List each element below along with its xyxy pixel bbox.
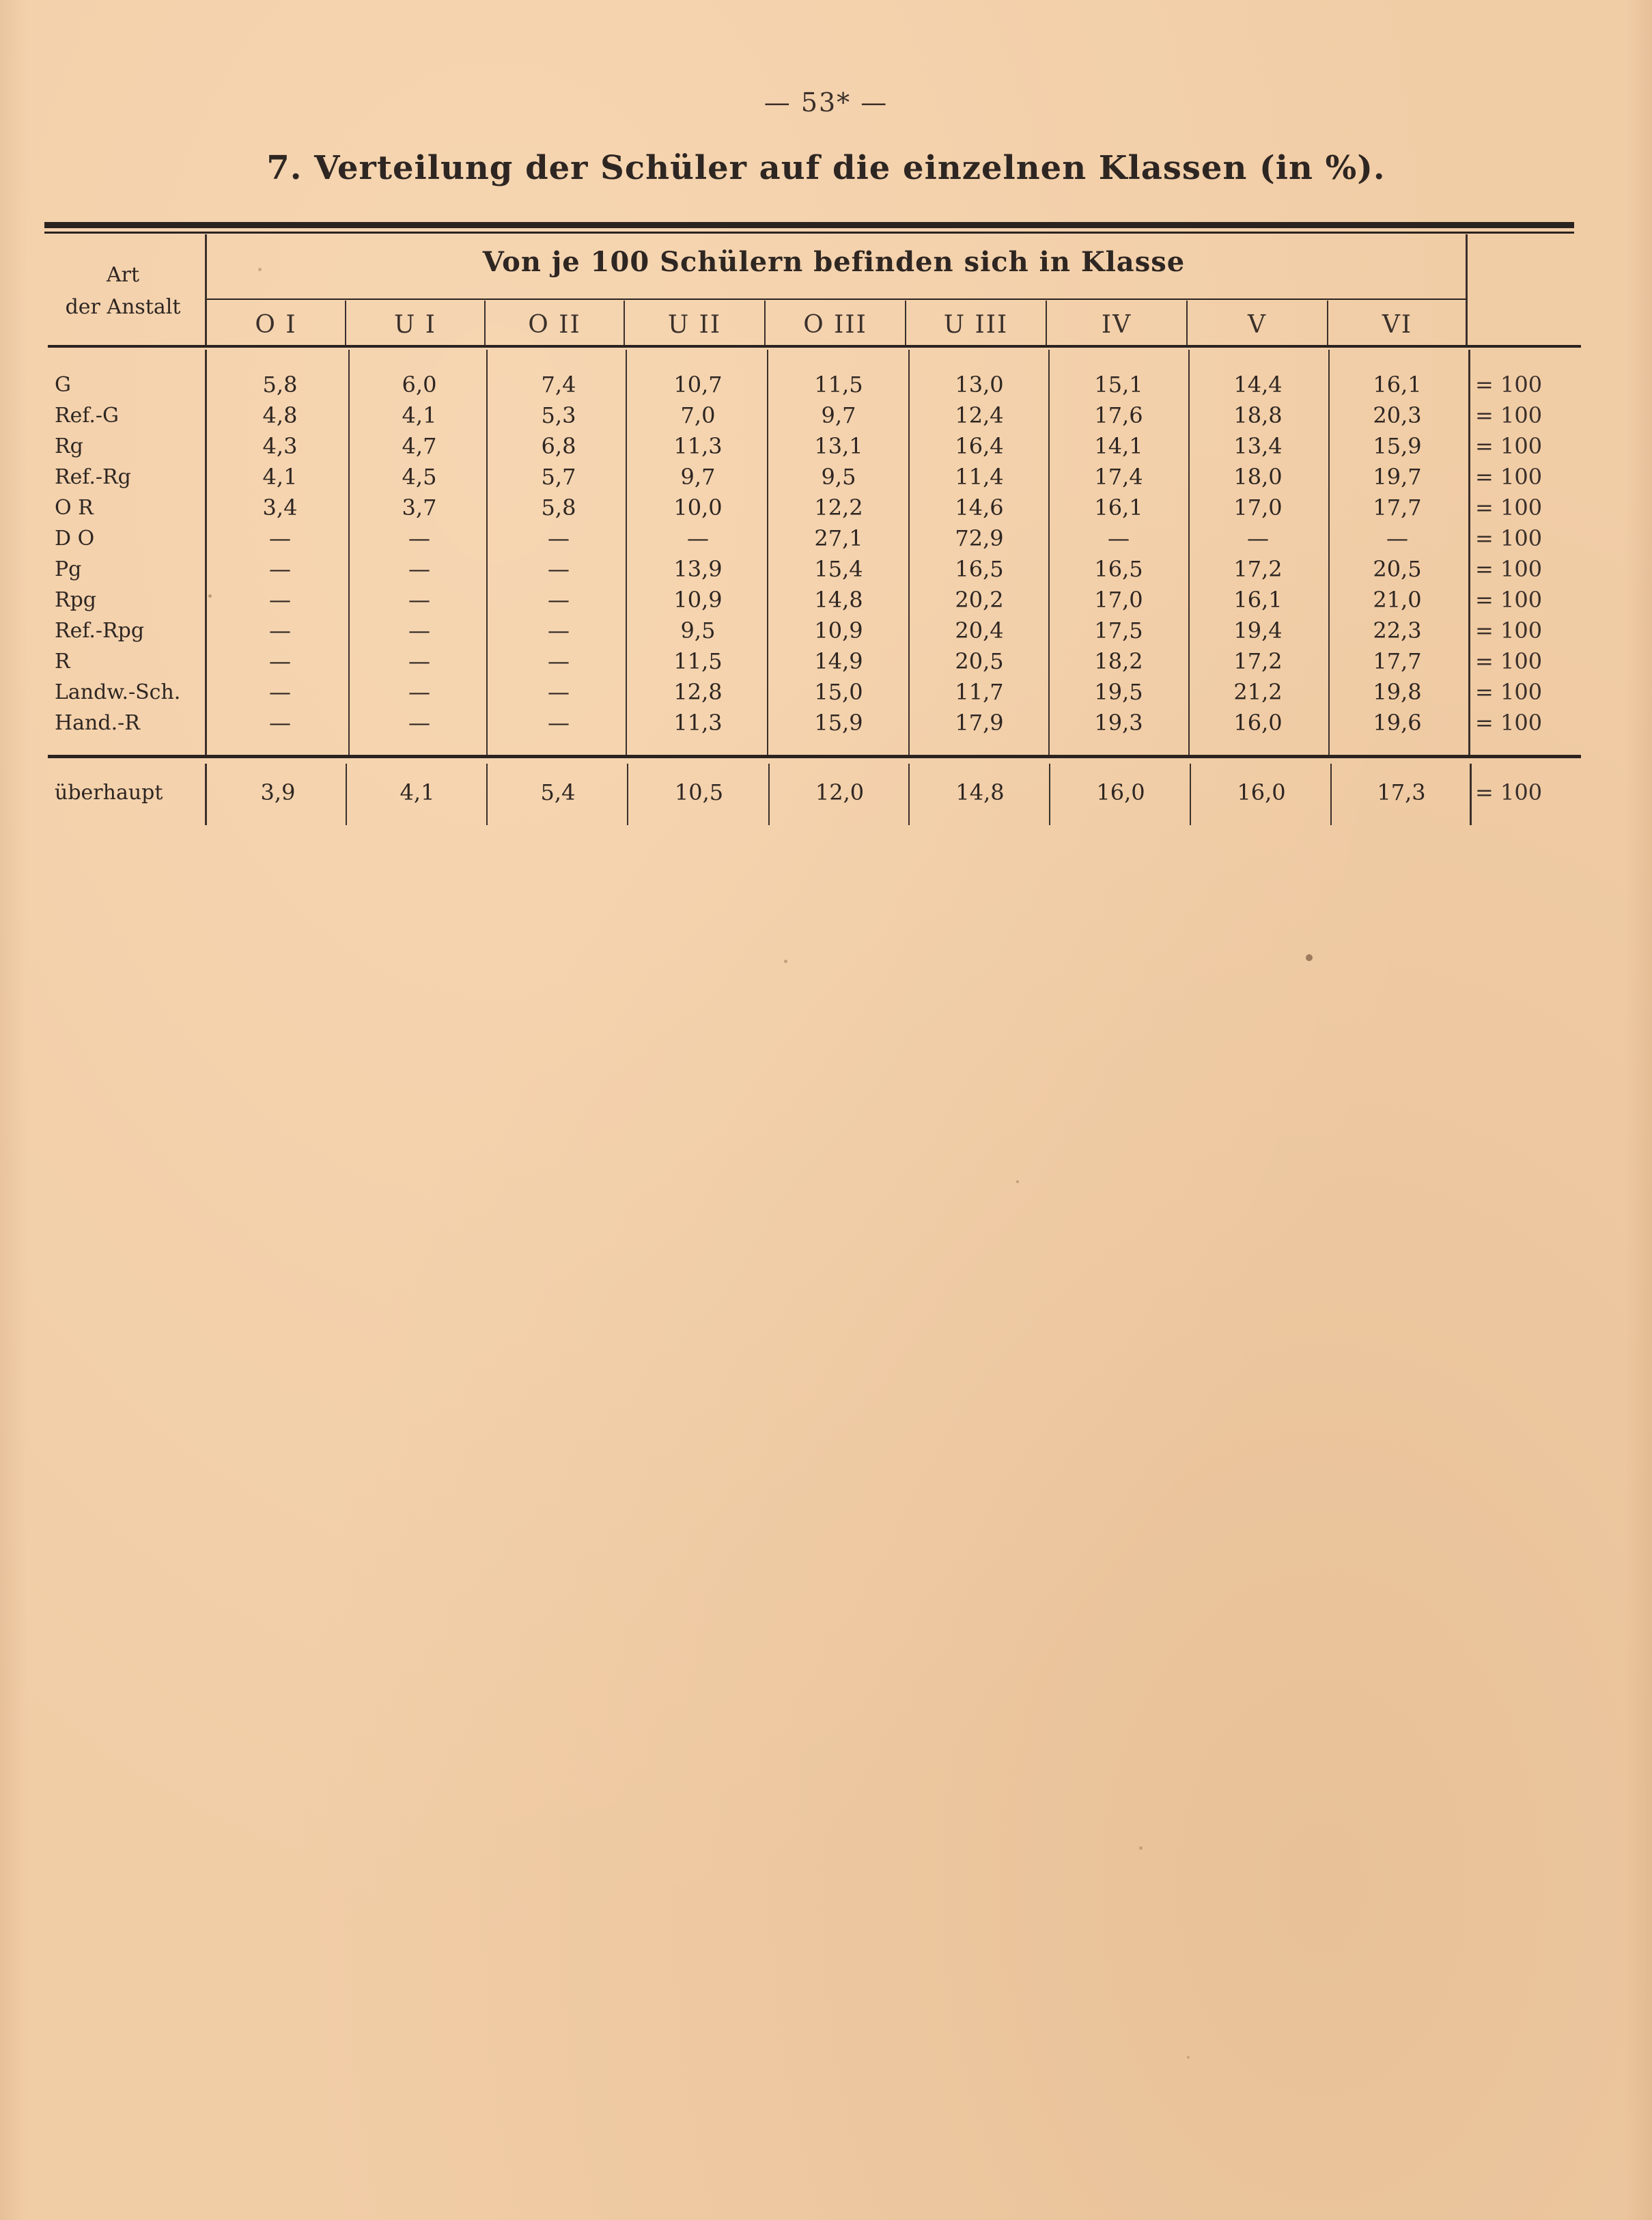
cell-vi: 15,9 <box>1373 433 1422 459</box>
cell-ui: 6,0 <box>402 372 437 398</box>
cell-oii: — <box>548 710 570 736</box>
cell-ui: — <box>408 618 430 643</box>
row-sum: = 100 <box>1475 710 1543 736</box>
table-row <box>0 492 1652 523</box>
header-vline <box>484 301 486 346</box>
cell-iv: 19,3 <box>1094 710 1143 736</box>
table-row <box>0 615 1652 646</box>
cell-uiii: 16,5 <box>955 556 1004 582</box>
cell-oiii: 9,7 <box>821 402 856 428</box>
cell-v: 17,2 <box>1233 648 1283 674</box>
cell-v: 17,2 <box>1233 556 1283 582</box>
paper-speck <box>784 960 787 963</box>
cell-oiii: 9,5 <box>821 464 856 490</box>
cell-vi: 20,3 <box>1373 402 1422 428</box>
cell-oi: 4,3 <box>262 433 298 459</box>
cell-v: 19,4 <box>1233 618 1283 643</box>
cell-vi: 17,7 <box>1373 495 1422 521</box>
table-row <box>0 400 1652 431</box>
cell-v: — <box>1247 525 1269 551</box>
top-rule-thick <box>44 222 1574 228</box>
cell-iv: 16,1 <box>1094 495 1143 521</box>
col-head-uii: U II <box>667 311 722 339</box>
row-sum: = 100 <box>1475 372 1543 398</box>
row-sum: = 100 <box>1475 495 1543 521</box>
total-uii: 10,5 <box>674 779 724 805</box>
cell-uii: 10,7 <box>673 372 723 398</box>
cell-oiii: 12,2 <box>814 495 863 521</box>
row-label: Ref.-Rpg <box>55 619 145 643</box>
totals-label: überhaupt <box>55 781 163 805</box>
header-vline <box>1186 301 1188 346</box>
cell-ui: 4,1 <box>402 402 437 428</box>
cell-uiii: 72,9 <box>955 525 1004 551</box>
cell-uii: 11,3 <box>673 710 723 736</box>
cell-v: 17,0 <box>1233 495 1283 521</box>
cell-iv: 17,0 <box>1094 587 1143 613</box>
table-title: 7. Verteilung der Schüler auf die einzelnen Klassen (in %). <box>266 149 1386 187</box>
paper-speck <box>1016 1180 1019 1183</box>
header-vline <box>624 301 625 346</box>
cell-uiii: 16,4 <box>955 433 1004 459</box>
row-sum: = 100 <box>1475 618 1543 643</box>
cell-ui: — <box>408 648 430 674</box>
cell-uii: 9,7 <box>680 464 716 490</box>
cell-iv: — <box>1108 525 1130 551</box>
cell-iv: 17,5 <box>1094 618 1143 643</box>
cell-ui: 3,7 <box>402 495 437 521</box>
row-sum: = 100 <box>1475 587 1543 613</box>
cell-uii: 7,0 <box>680 402 716 428</box>
total-vi: 17,3 <box>1377 779 1426 805</box>
cell-oiii: 13,1 <box>814 433 863 459</box>
header-bottom-rule <box>48 345 1581 348</box>
row-sum: = 100 <box>1475 433 1543 459</box>
cell-oiii: 14,8 <box>814 587 863 613</box>
row-label: G <box>55 373 71 397</box>
col-head-uiii: U III <box>943 311 1009 339</box>
group-underline <box>206 299 1467 300</box>
table-row <box>0 370 1652 400</box>
cell-ui: — <box>408 679 430 705</box>
header-vline <box>1046 301 1047 346</box>
cell-vi: 16,1 <box>1373 372 1422 398</box>
header-vline <box>1466 234 1468 346</box>
table-row <box>0 462 1652 492</box>
cell-oi: — <box>269 556 291 582</box>
cell-uiii: 20,2 <box>955 587 1004 613</box>
row-label: Ref.-Rg <box>55 465 131 489</box>
table-row <box>0 646 1652 677</box>
row-label: Rg <box>55 434 83 458</box>
cell-vi: 19,8 <box>1373 679 1422 705</box>
paper-speck <box>1139 1846 1143 1850</box>
cell-iv: 19,5 <box>1094 679 1143 705</box>
total-sum: = 100 <box>1475 779 1543 805</box>
cell-v: 14,4 <box>1233 372 1283 398</box>
cell-oi: — <box>269 587 291 613</box>
cell-uii: 9,5 <box>680 618 716 643</box>
paper-speck <box>1187 2056 1190 2059</box>
cell-oi: — <box>269 679 291 705</box>
cell-vi: — <box>1386 525 1408 551</box>
totals-row <box>0 777 1652 808</box>
page-number: — 53* — <box>764 87 888 117</box>
cell-oii: 6,8 <box>541 433 576 459</box>
total-oi: 3,9 <box>260 779 296 805</box>
cell-oi: 4,8 <box>262 402 298 428</box>
col-head-oii: O II <box>528 311 581 339</box>
top-rule-thin <box>44 232 1574 234</box>
total-iv: 16,0 <box>1096 779 1145 805</box>
cell-oiii: 15,9 <box>814 710 863 736</box>
table-row <box>0 523 1652 554</box>
cell-oii: 5,3 <box>541 402 576 428</box>
cell-oi: — <box>269 525 291 551</box>
cell-oii: 5,7 <box>541 464 576 490</box>
row-label: D O <box>55 527 95 551</box>
cell-v: 16,0 <box>1233 710 1283 736</box>
table-row <box>0 554 1652 585</box>
table-row <box>0 431 1652 462</box>
cell-iv: 18,2 <box>1094 648 1143 674</box>
cell-ui: 4,5 <box>402 464 437 490</box>
cell-v: 13,4 <box>1233 433 1283 459</box>
paper-speck <box>258 268 262 271</box>
cell-uii: — <box>687 525 709 551</box>
cell-iv: 17,6 <box>1094 402 1143 428</box>
cell-uii: 12,8 <box>673 679 723 705</box>
header-vline <box>345 301 346 346</box>
paper-speck <box>1306 954 1313 961</box>
cell-v: 18,0 <box>1233 464 1283 490</box>
cell-uiii: 20,4 <box>955 618 1004 643</box>
cell-oiii: 11,5 <box>814 372 863 398</box>
cell-vi: 22,3 <box>1373 618 1422 643</box>
cell-oii: — <box>548 556 570 582</box>
col-head-vi: VI <box>1382 311 1413 339</box>
row-sum: = 100 <box>1475 679 1543 705</box>
cell-v: 18,8 <box>1233 402 1283 428</box>
cell-ui: — <box>408 587 430 613</box>
art-label-line2: der Anstalt <box>65 295 181 319</box>
cell-ui: — <box>408 710 430 736</box>
cell-iv: 14,1 <box>1094 433 1143 459</box>
cell-uiii: 12,4 <box>955 402 1004 428</box>
header-vline <box>1327 301 1328 346</box>
col-head-oiii: O III <box>803 311 867 339</box>
cell-oii: — <box>548 618 570 643</box>
row-sum: = 100 <box>1475 525 1543 551</box>
cell-oii: — <box>548 525 570 551</box>
row-label: Hand.-R <box>55 711 140 735</box>
total-ui: 4,1 <box>400 779 435 805</box>
cell-oi: 3,4 <box>262 495 298 521</box>
cell-oiii: 10,9 <box>814 618 863 643</box>
cell-oi: — <box>269 710 291 736</box>
cell-oi: — <box>269 648 291 674</box>
table-row <box>0 585 1652 615</box>
cell-uiii: 14,6 <box>955 495 1004 521</box>
cell-vi: 19,7 <box>1373 464 1422 490</box>
header-vline <box>205 234 207 346</box>
paper-speck <box>208 594 212 598</box>
header-vline <box>905 301 906 346</box>
cell-vi: 19,6 <box>1373 710 1422 736</box>
cell-iv: 16,5 <box>1094 556 1143 582</box>
cell-uiii: 13,0 <box>955 372 1004 398</box>
cell-vi: 21,0 <box>1373 587 1422 613</box>
col-head-v: V <box>1248 311 1267 339</box>
table-row <box>0 708 1652 738</box>
cell-uii: 10,9 <box>673 587 723 613</box>
row-label: Rpg <box>55 588 96 612</box>
cell-uii: 11,5 <box>673 648 723 674</box>
cell-oiii: 27,1 <box>814 525 863 551</box>
group-label: Von je 100 Schülern befinden sich in Klasse <box>482 246 1186 278</box>
row-label: R <box>55 650 70 674</box>
total-oiii: 12,0 <box>815 779 865 805</box>
row-label: Pg <box>55 557 82 581</box>
cell-iv: 15,1 <box>1094 372 1143 398</box>
cell-uii: 10,0 <box>673 495 723 521</box>
col-head-ui: U I <box>393 311 436 339</box>
cell-uiii: 17,9 <box>955 710 1004 736</box>
row-label: O R <box>55 496 94 520</box>
cell-ui: 4,7 <box>402 433 437 459</box>
cell-iv: 17,4 <box>1094 464 1143 490</box>
total-v: 16,0 <box>1237 779 1286 805</box>
cell-oii: — <box>548 679 570 705</box>
cell-uiii: 11,4 <box>955 464 1004 490</box>
cell-oi: 5,8 <box>262 372 298 398</box>
cell-v: 21,2 <box>1233 679 1283 705</box>
col-head-iv: IV <box>1101 311 1132 339</box>
total-oii: 5,4 <box>540 779 576 805</box>
totals-top-rule <box>48 755 1581 758</box>
art-label-line1: Art <box>106 263 140 287</box>
cell-v: 16,1 <box>1233 587 1283 613</box>
cell-uii: 13,9 <box>673 556 723 582</box>
cell-oiii: 15,4 <box>814 556 863 582</box>
cell-oi: — <box>269 618 291 643</box>
row-label: Landw.-Sch. <box>55 680 181 704</box>
col-head-oi: O I <box>255 311 297 339</box>
row-sum: = 100 <box>1475 556 1543 582</box>
cell-oii: — <box>548 648 570 674</box>
cell-oi: 4,1 <box>262 464 298 490</box>
cell-ui: — <box>408 556 430 582</box>
total-uiii: 14,8 <box>955 779 1005 805</box>
cell-oiii: 14,9 <box>814 648 863 674</box>
cell-oii: 5,8 <box>541 495 576 521</box>
cell-vi: 20,5 <box>1373 556 1422 582</box>
cell-oii: — <box>548 587 570 613</box>
row-sum: = 100 <box>1475 402 1543 428</box>
cell-vi: 17,7 <box>1373 648 1422 674</box>
row-sum: = 100 <box>1475 464 1543 490</box>
cell-uii: 11,3 <box>673 433 723 459</box>
table-row <box>0 677 1652 708</box>
cell-oii: 7,4 <box>541 372 576 398</box>
cell-oiii: 15,0 <box>814 679 863 705</box>
header-vline <box>764 301 766 346</box>
cell-uiii: 20,5 <box>955 648 1004 674</box>
row-label: Ref.-G <box>55 404 120 428</box>
row-sum: = 100 <box>1475 648 1543 674</box>
cell-ui: — <box>408 525 430 551</box>
cell-uiii: 11,7 <box>955 679 1004 705</box>
